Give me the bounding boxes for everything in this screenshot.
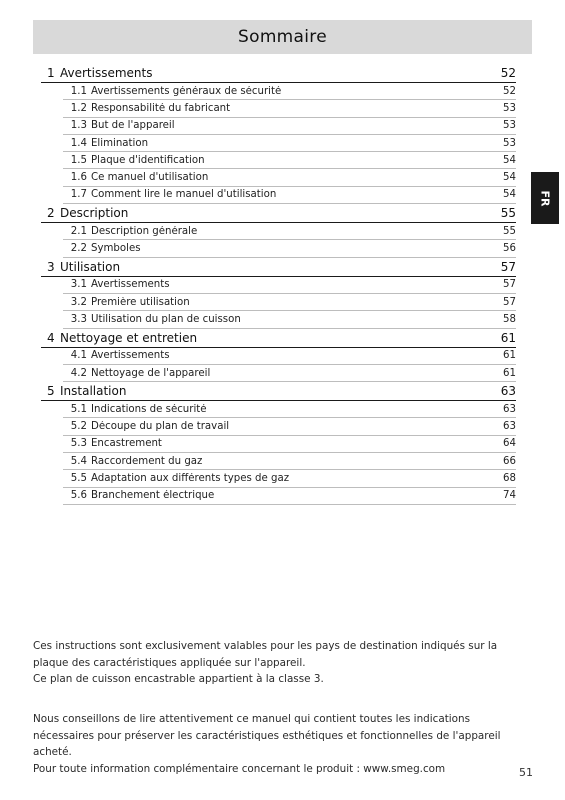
section-number: 5.3	[70, 438, 87, 450]
toc-section[interactable]	[63, 418, 516, 435]
toc-section[interactable]	[63, 470, 516, 487]
section-number: 1.7	[70, 189, 87, 201]
section-number: 5.5	[70, 472, 87, 484]
toc-section[interactable]	[63, 100, 516, 117]
toc-section[interactable]	[63, 453, 516, 470]
chapter-page: 55	[500, 206, 516, 221]
section-title: Avertissements	[91, 279, 170, 291]
toc-section[interactable]	[63, 240, 516, 257]
section-title: Plaque d'identification	[91, 154, 205, 166]
section-page: 63	[503, 421, 516, 433]
section-title: Symboles	[91, 243, 141, 255]
toc-section[interactable]	[63, 135, 516, 152]
toc-section[interactable]	[63, 294, 516, 311]
note-more-info: Pour toute information complémentaire concernant le produit : www.smeg.com	[33, 762, 446, 775]
toc-section[interactable]	[63, 118, 516, 135]
table-of-contents	[41, 64, 516, 505]
section-page: 74	[503, 490, 516, 502]
section-page: 66	[503, 455, 516, 467]
section-title: Ce manuel d'utilisation	[91, 172, 209, 184]
section-title: Encastrement	[91, 438, 162, 450]
chapter-number: 4	[47, 330, 55, 345]
section-page: 58	[503, 313, 516, 325]
section-page: 64	[503, 438, 516, 450]
section-page: 53	[503, 102, 516, 114]
toc-section[interactable]	[63, 436, 516, 453]
destination-notes	[33, 638, 533, 688]
chapter-title: Installation	[60, 384, 127, 399]
toc-section[interactable]	[63, 401, 516, 418]
section-number: 1.6	[70, 172, 87, 184]
section-page: 63	[503, 403, 516, 415]
toc-chapter[interactable]	[41, 258, 516, 277]
toc-chapter[interactable]	[41, 204, 516, 223]
toc-chapter[interactable]	[41, 382, 516, 401]
section-number: 3.1	[70, 279, 87, 291]
section-number: 1.3	[70, 120, 87, 132]
page-title: Sommaire	[238, 27, 327, 47]
section-title: Responsabilité du fabricant	[91, 102, 231, 114]
toc-section[interactable]	[63, 311, 516, 328]
section-number: 1.1	[70, 85, 87, 97]
reading-notes	[33, 711, 533, 777]
section-number: 1.5	[70, 154, 87, 166]
section-number: 5.6	[70, 490, 87, 502]
section-page: 68	[503, 472, 516, 484]
toc-section[interactable]	[63, 187, 516, 204]
section-number: 2.2	[70, 243, 87, 255]
toc-section[interactable]	[63, 152, 516, 169]
toc-section[interactable]	[63, 348, 516, 365]
section-page: 53	[503, 137, 516, 149]
section-number: 1.2	[70, 102, 87, 114]
section-page: 55	[503, 225, 516, 237]
section-number: 4.2	[70, 367, 87, 379]
toc-section[interactable]	[63, 83, 516, 100]
section-page: 52	[503, 85, 516, 97]
section-title: Branchement électrique	[91, 490, 215, 502]
section-title: Comment lire le manuel d'utilisation	[91, 189, 277, 201]
section-title: Indications de sécurité	[91, 403, 207, 415]
section-title: Première utilisation	[91, 296, 190, 308]
section-page: 61	[503, 367, 516, 379]
section-page: 57	[503, 296, 516, 308]
section-page: 61	[503, 350, 516, 362]
toc-section[interactable]	[63, 169, 516, 186]
chapter-title: Nettoyage et entretien	[60, 330, 198, 345]
chapter-title: Utilisation	[60, 259, 121, 274]
toc-section[interactable]	[63, 277, 516, 294]
toc-section[interactable]	[63, 365, 516, 382]
section-page: 54	[503, 154, 516, 166]
language-label: FR	[538, 190, 552, 206]
section-page: 53	[503, 120, 516, 132]
section-number: 5.2	[70, 421, 87, 433]
section-number: 1.4	[70, 137, 87, 149]
toc-section[interactable]	[63, 223, 516, 240]
section-title: But de l'appareil	[91, 120, 175, 132]
page-number: 51	[519, 766, 533, 779]
section-title: Description générale	[91, 225, 198, 237]
section-page: 56	[503, 243, 516, 255]
section-title: Adaptation aux différents types de gaz	[91, 472, 290, 484]
chapter-title: Avertissements	[60, 66, 153, 80]
section-number: 4.1	[70, 350, 87, 362]
chapter-page: 52	[500, 66, 516, 80]
section-number: 5.4	[70, 455, 87, 467]
chapter-page: 63	[500, 384, 516, 399]
section-page: 54	[503, 189, 516, 201]
section-number: 2.1	[70, 225, 87, 237]
note-destination: Ces instructions sont exclusivement valables pour les pays de destination indiqués sur la plaque des caractéristiques appliquée sur l'appareil.	[33, 640, 498, 669]
section-title: Nettoyage de l'appareil	[91, 367, 211, 379]
section-title: Utilisation du plan de cuisson	[91, 313, 241, 325]
chapter-number: 5	[47, 384, 55, 399]
chapter-title: Description	[60, 206, 129, 221]
section-number: 5.1	[70, 403, 87, 415]
section-number: 3.2	[70, 296, 87, 308]
toc-section[interactable]	[63, 488, 516, 505]
title-bar	[33, 20, 532, 54]
toc-chapter[interactable]	[41, 64, 516, 83]
section-title: Avertissements généraux de sécurité	[91, 85, 282, 97]
toc-chapter[interactable]	[41, 329, 516, 348]
chapter-number: 2	[47, 206, 55, 221]
section-page: 57	[503, 279, 516, 291]
chapter-page: 57	[500, 259, 516, 274]
section-title: Avertissements	[91, 350, 170, 362]
chapter-page: 61	[500, 330, 516, 345]
chapter-number: 1	[47, 66, 55, 80]
language-tab	[531, 172, 559, 224]
note-reading-advice: Nous conseillons de lire attentivement ce manuel qui contient toutes les indications nécessaires pour préserver les caractéristiques esthétiques et fonctionnelles de l'appareil acheté.	[33, 713, 501, 758]
section-title: Découpe du plan de travail	[91, 421, 230, 433]
section-title: Raccordement du gaz	[91, 455, 203, 467]
section-page: 54	[503, 172, 516, 184]
section-title: Élimination	[91, 137, 149, 149]
section-number: 3.3	[70, 313, 87, 325]
chapter-number: 3	[47, 259, 55, 274]
note-class: Ce plan de cuisson encastrable appartient à la classe 3.	[33, 673, 324, 685]
